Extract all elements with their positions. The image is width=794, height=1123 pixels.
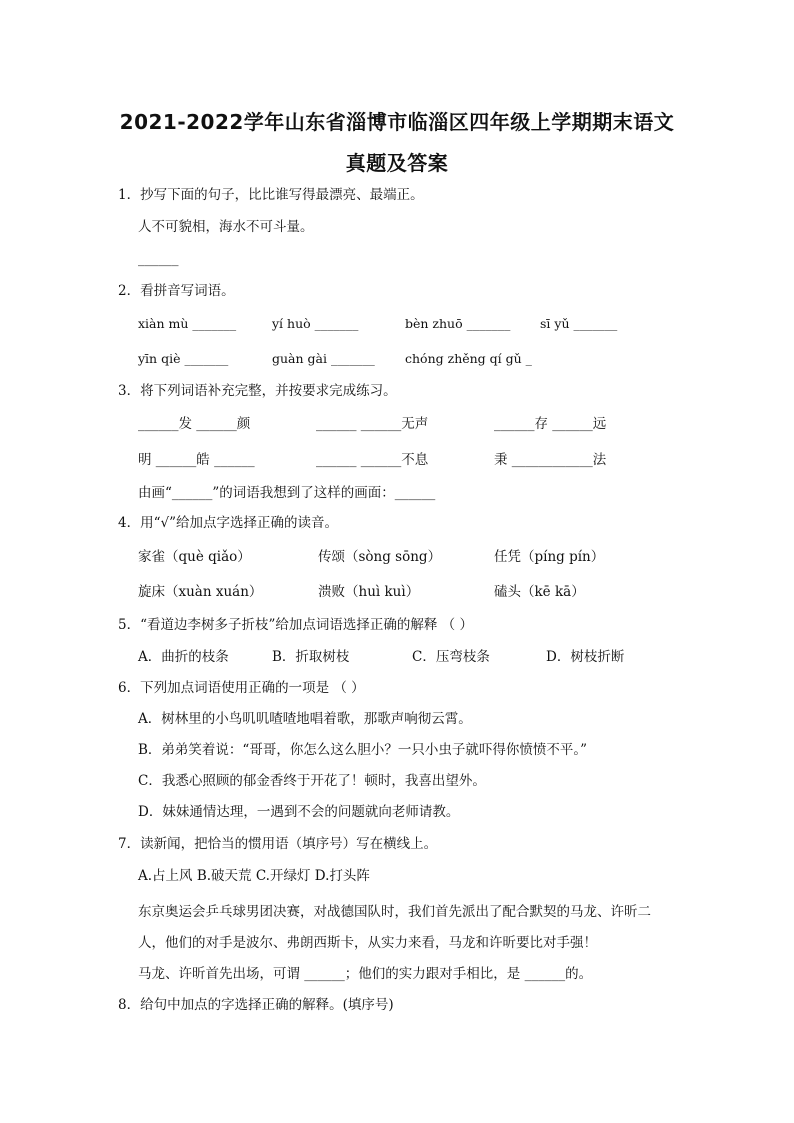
q3-item: 明 ______皓 ______ [138,452,255,468]
q1-stem: 1．抄写下面的句子，比比谁写得最漂亮、最端正。 [118,187,424,203]
q6-option: C．我悉心照顾的郁金香终于开花了！顿时，我喜出望外。 [138,773,486,789]
q2-item: sī yǔ _______ [540,316,618,331]
q1-answer-blank: ______ [138,251,179,267]
q3-item: ______ ______无声 [316,416,429,432]
q4-item: 溃败（huì kuì） [318,584,420,600]
q4-item: 任凭（píng pín） [494,549,605,565]
q6-option: A．树林里的小鸟叽叽喳喳地唱着歌，那歌声响彻云霄。 [138,711,472,727]
q4-item: 家雀（què qiǎo） [138,549,251,565]
q7-stem: 7．读新闻，把恰当的惯用语（填序号）写在横线上。 [118,836,438,852]
q5-option: D．树枝折断 [546,649,625,665]
q7-news-text: 马龙、许昕首先出场，可谓 ______；他们的实力跟对手相比，是 ______的。 [138,966,593,982]
q3-item: ______存 ______远 [494,416,607,432]
q6-option: D．妹妹通情达理，一遇到不会的问题就向老师请教。 [138,804,460,820]
q2-item: bèn zhuō _______ [405,316,511,331]
q2-item: chóng zhěng qí gǔ _ [405,351,532,366]
q4-stem: 4．用“√”给加点字选择正确的读音。 [118,515,338,531]
q1-sentence: 人不可貌相，海水不可斗量。 [138,219,314,235]
q2-stem: 2．看拼音写词语。 [118,283,235,299]
q5-option: B．折取树枝 [272,649,350,665]
q5-stem: 5．“看道边李树多子折枝”给加点词语选择正确的解释 （ ） [118,617,473,633]
q2-item: guàn gài _______ [272,351,375,366]
q2-item: yīn qiè _______ [138,351,229,366]
q3-item: ______发 ______颜 [138,416,251,432]
page-title-line2: 真题及答案 [345,151,449,175]
q3-item: ______ ______不息 [316,452,429,468]
q7-options: A.占上风 B.破天荒 C.开绿灯 D.打头阵 [138,868,370,884]
q6-option: B．弟弟笑着说：“哥哥，你怎么这么胆小？一只小虫子就吓得你愤愤不平。” [138,742,587,758]
q4-item: 传颂（sòng sōng） [318,549,442,565]
q3-picture-prompt: 由画“______”的词语我想到了这样的画面：______ [138,485,436,501]
q7-news-text: 东京奥运会乒乓球男团决赛，对战德国队时，我们首先派出了配合默契的马龙、许昕二 [138,904,651,920]
q3-item: 秉 ____________法 [494,452,607,468]
page-title-line1: 2021-2022学年山东省淄博市临淄区四年级上学期期末语文 [119,110,675,134]
q4-item: 旋床（xuàn xuán） [138,584,263,600]
q4-item: 磕头（kē kā） [494,584,585,600]
q2-item: yí huò _______ [272,316,359,331]
q8-stem: 8．给句中加点的字选择正确的解释。(填序号) [118,997,394,1013]
q5-option: C．压弯枝条 [412,649,490,665]
q2-item: xiàn mù _______ [138,316,237,331]
q3-stem: 3．将下列词语补充完整，并按要求完成练习。 [118,383,397,399]
q7-news-text: 人，他们的对手是波尔、弗朗西斯卡，从实力来看，马龙和许昕要比对手强！ [138,935,597,951]
q6-stem: 6．下列加点词语使用正确的一项是 （ ） [118,680,365,696]
q5-option: A．曲折的枝条 [138,649,229,665]
